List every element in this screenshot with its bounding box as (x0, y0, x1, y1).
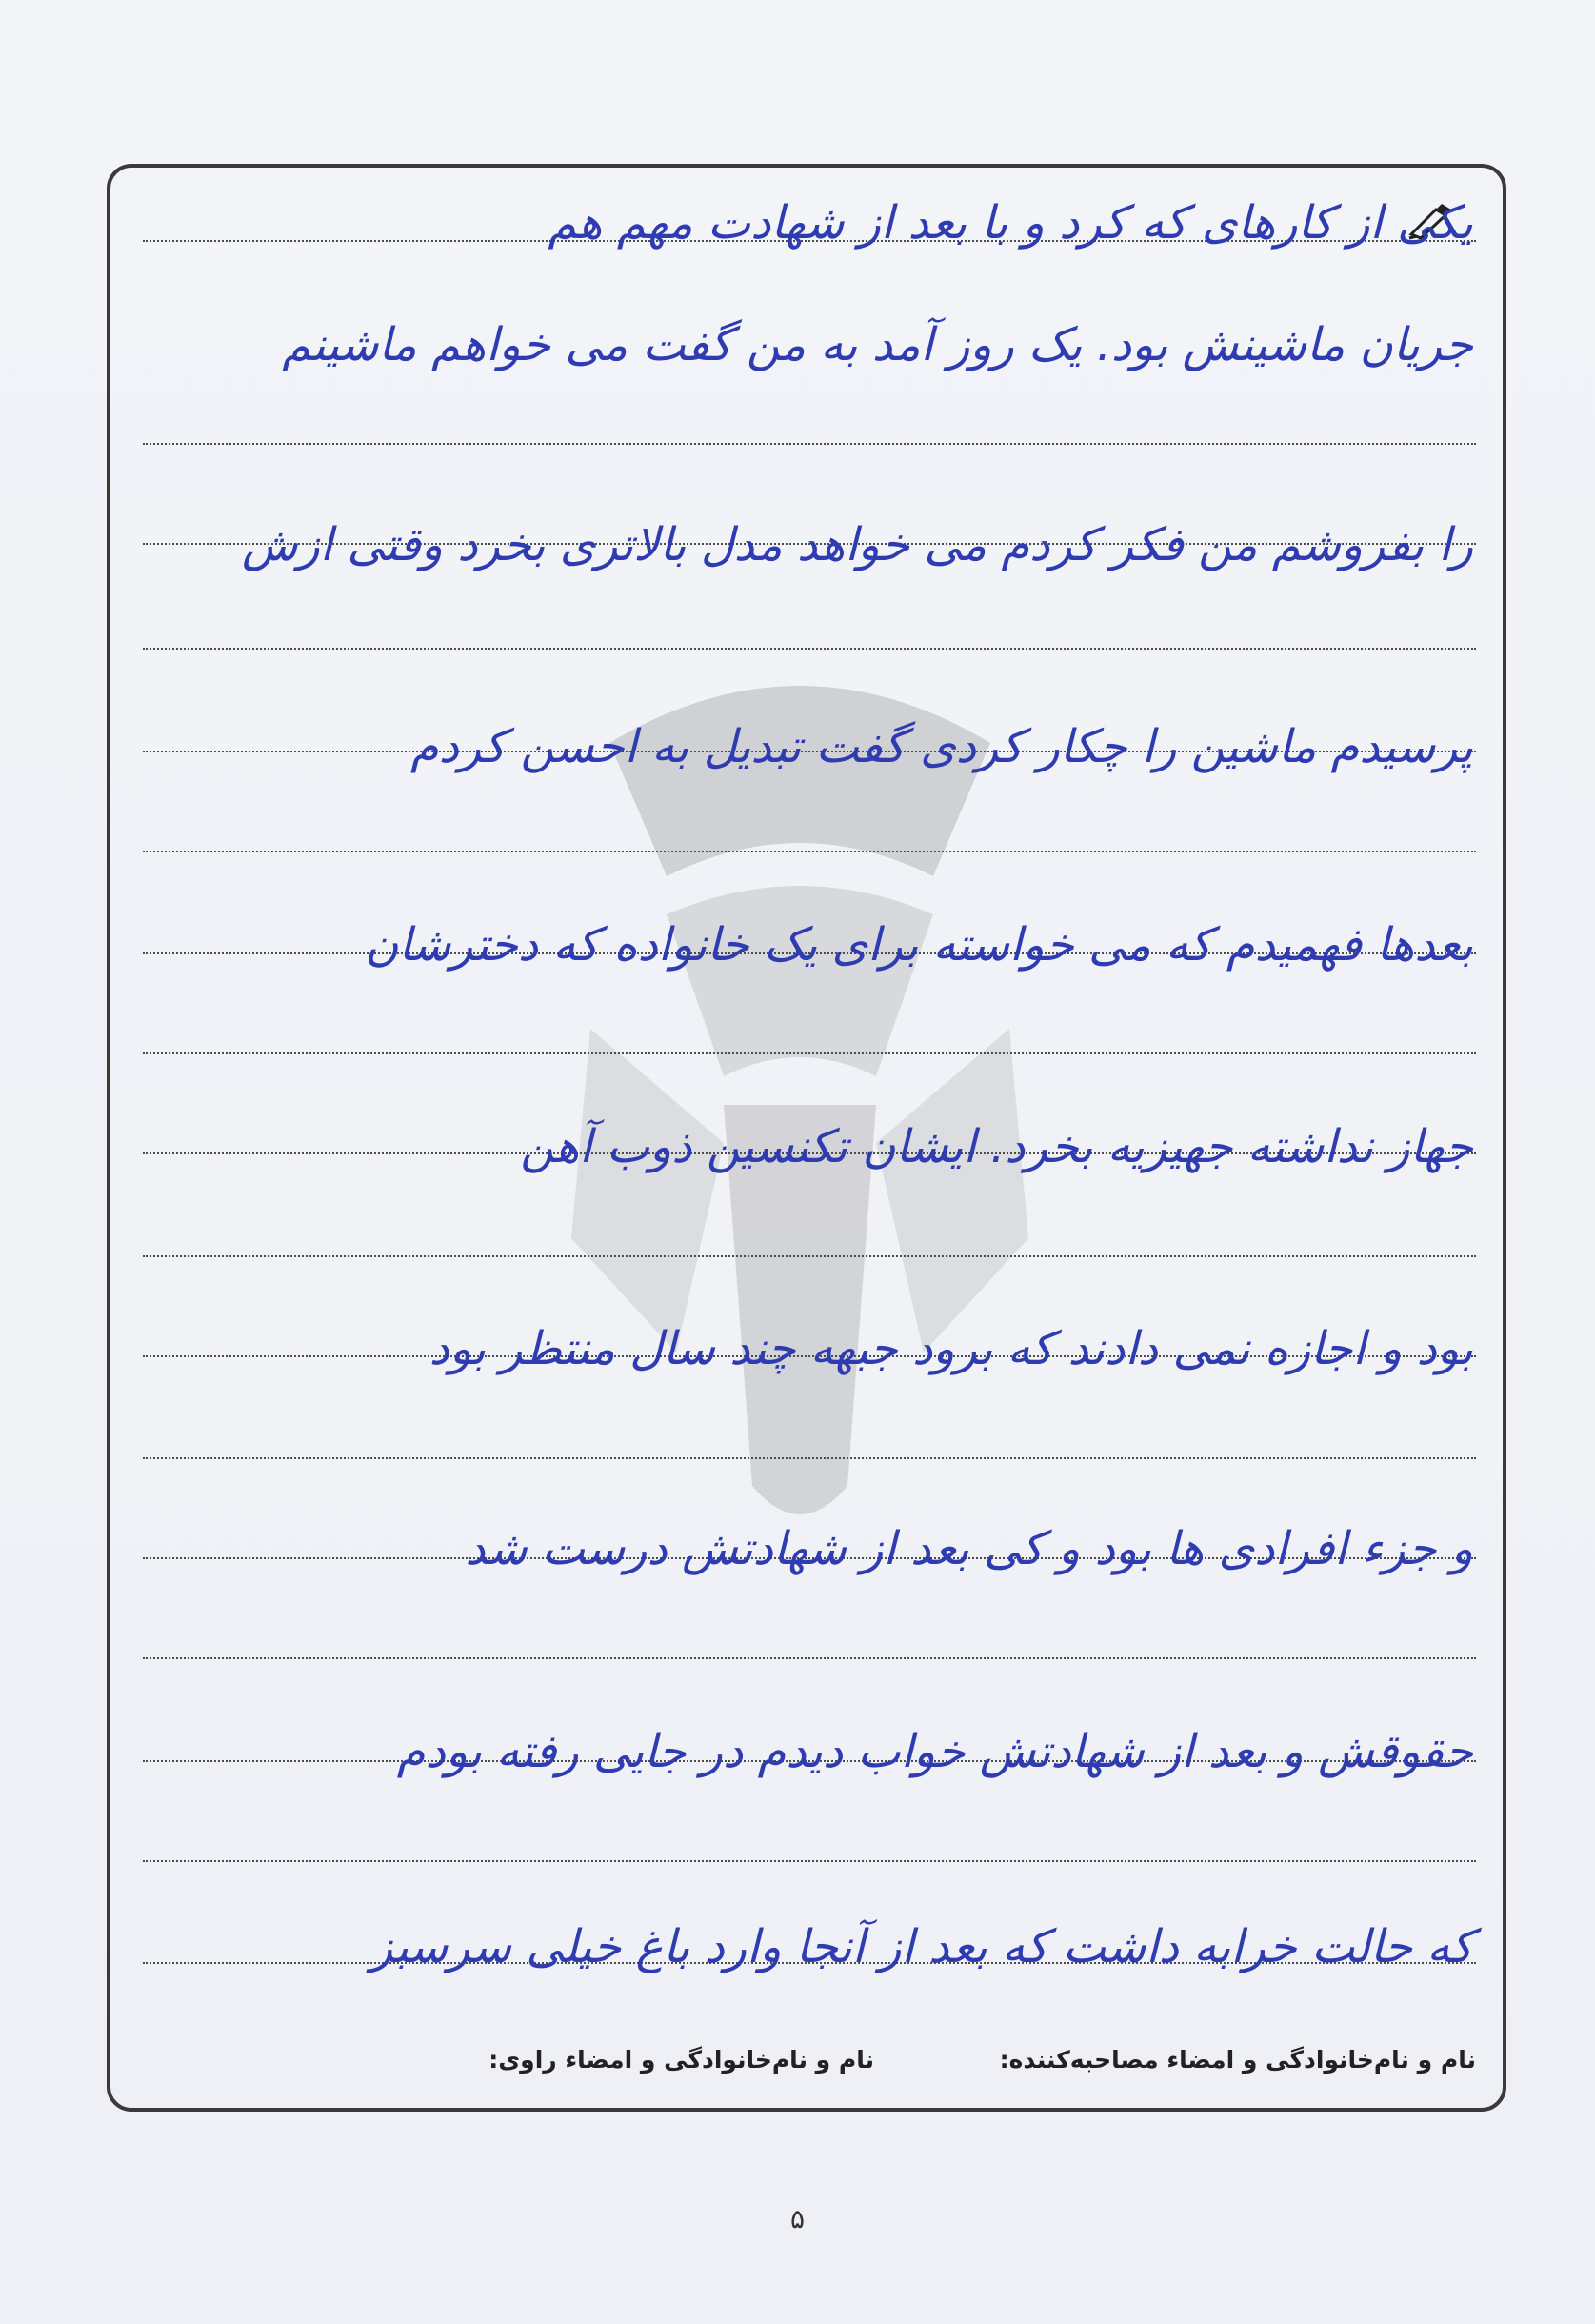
ruled-line (143, 443, 1476, 445)
handwritten-line: جریان ماشینش بود. یک روز آمد به من گفت می خواهم ماشینم (282, 318, 1473, 371)
handwritten-line: بود و اجازه نمی دادند که برود جبهه چند سال منتظر بود (429, 1322, 1473, 1375)
narrator-signature-label: نام و نام‌خانوادگی و امضاء راوی: (488, 2046, 874, 2074)
page-number: ۵ (789, 2203, 806, 2234)
signature-footer (143, 2046, 1476, 2084)
interviewer-signature-label: نام و نام‌خانوادگی و امضاء مصاحبه‌کننده: (999, 2046, 1476, 2074)
ruled-line (143, 1052, 1476, 1054)
handwritten-line: حقوقش و بعد از شهادتش خواب دیدم در جایی رفته بودم (396, 1725, 1473, 1778)
ruled-line (143, 1457, 1476, 1459)
handwritten-line: را بفروشم من فکر کردم می خواهد مدل بالاتری بخرد وقتی ازش (242, 518, 1473, 571)
ruled-line (143, 1860, 1476, 1862)
handwritten-line: و جزء افرادی ها بود و کی بعد از شهادتش درست شد (465, 1522, 1473, 1575)
ruled-line (143, 851, 1476, 852)
handwritten-line: پرسیدم ماشین را چکار کردی گفت تبدیل به احسن کردم (409, 720, 1473, 773)
ruled-line (143, 1657, 1476, 1659)
handwritten-line: بعدها فهمیدم که می خواسته برای یک خانواده که دخترشان (365, 918, 1473, 972)
ruled-line (143, 648, 1476, 650)
handwritten-line: که حالت خرابه داشت که بعد از آنجا وارد باغ خیلی سرسبز (370, 1920, 1473, 1973)
ruled-line (143, 1255, 1476, 1257)
handwritten-line: یکی از کارهای که کرد و با بعد از شهادت مهم هم (548, 196, 1473, 250)
handwritten-line: جهاز نداشته جهیزیه بخرد. ایشان تکنسین ذوب آهن (520, 1120, 1473, 1173)
